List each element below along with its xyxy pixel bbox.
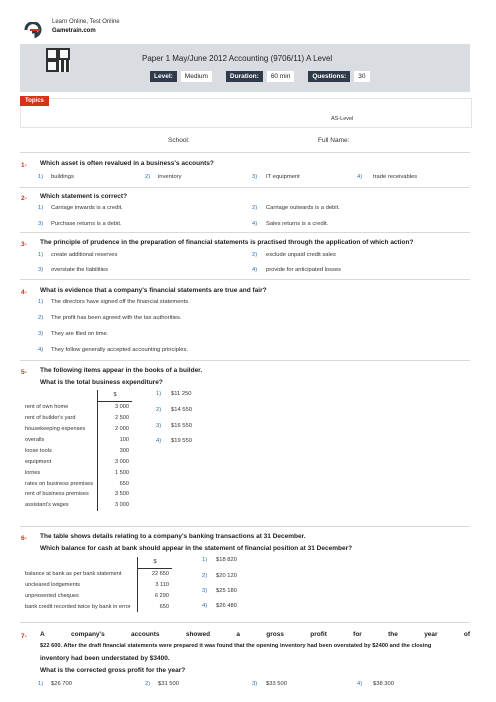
table-cell: 300	[98, 445, 133, 456]
table-cell: 22 650	[138, 568, 173, 579]
word: of	[463, 631, 470, 638]
option-number: 2)	[145, 681, 151, 687]
option-text[interactable]: Carriage inwards is a credit.	[51, 205, 123, 211]
option-text[interactable]: The directors have signed off the financial statements.	[51, 299, 190, 305]
question-number: 1-	[21, 162, 27, 169]
option-text[interactable]: $26 700	[51, 681, 72, 687]
option-number: 3)	[38, 331, 44, 337]
option-text[interactable]: Sales returns is a credit.	[266, 221, 329, 227]
option-number: 2)	[145, 174, 151, 180]
question-text: What is evidence that a company's financial statements are true and fair?	[40, 287, 267, 294]
table-cell: overalls	[25, 437, 45, 443]
option-number: 1)	[202, 557, 208, 563]
option-number: 2)	[252, 252, 258, 258]
question-number: 7-	[21, 633, 27, 640]
question-number: 5-	[21, 369, 27, 376]
topics-label: Topics	[20, 96, 49, 106]
topics-text: AS-Level	[331, 116, 354, 122]
table-cell: 3 500	[98, 489, 133, 500]
option-number: 3)	[202, 588, 208, 594]
option-number: 4)	[202, 603, 208, 609]
table-cell: lorries	[25, 469, 41, 476]
paper-title: Paper 1 May/June 2012 Accounting (9706/11) A Level	[142, 54, 333, 63]
level-value: Medium	[181, 71, 212, 82]
site-tagline: Learn Online, Test Online	[52, 19, 120, 25]
qr-code	[46, 48, 70, 72]
option-text[interactable]: $38 300	[373, 681, 394, 687]
question-text: $22 600. After the draft financial statements were prepared it was found that the opening inventory had been overstated by $2400 and the closing	[40, 643, 432, 649]
name-label: Full Name:	[318, 137, 350, 144]
question-text: The principle of prudence in the preparation of financial statements is practised through the application of which action?	[40, 239, 414, 246]
table-cell: 2 500	[98, 413, 133, 424]
option-number: 3)	[38, 267, 44, 273]
question-text: The table shows details relating to a company's banking transactions at 31 December.	[40, 533, 306, 540]
level-label: Level:	[150, 71, 177, 82]
option-number: 4)	[252, 267, 258, 273]
option-number: 1)	[38, 252, 44, 258]
option-number: 3)	[252, 174, 258, 180]
option-number: 1)	[38, 205, 44, 211]
option-text[interactable]: buildings	[51, 174, 74, 180]
option-text[interactable]: $14 550	[171, 407, 192, 413]
question-text: What is the corrected gross profit for the year?	[40, 667, 186, 674]
questions-value: 30	[354, 71, 369, 82]
table-header: $	[138, 557, 173, 568]
word: the	[388, 631, 398, 638]
table-cell: balance at bank as per bank statement	[25, 571, 122, 578]
data-table	[22, 557, 172, 612]
option-number: 4)	[252, 221, 258, 227]
duration-label: Duration:	[226, 71, 263, 82]
word: profit	[310, 631, 327, 638]
option-text[interactable]: trade receivables	[373, 174, 418, 180]
option-number: 2)	[156, 407, 162, 413]
option-number: 2)	[38, 315, 44, 321]
option-text[interactable]: Carriage outwards is a debit.	[266, 205, 340, 211]
question-text: Which statement is correct?	[40, 193, 128, 200]
option-text[interactable]: overstate the liabilities	[51, 267, 109, 273]
table-cell: equipment	[25, 458, 52, 465]
word: for	[353, 631, 362, 638]
option-text[interactable]: $31 500	[158, 681, 179, 687]
option-number: 1)	[156, 391, 162, 397]
option-text[interactable]: $16 550	[171, 423, 192, 429]
meta-row	[150, 71, 370, 82]
option-text[interactable]: $26 480	[216, 603, 237, 609]
word: A	[40, 631, 45, 638]
option-text[interactable]: $11 250	[171, 391, 192, 397]
option-text[interactable]: $33 500	[266, 681, 287, 687]
table-cell: unpresented cheques	[25, 593, 79, 600]
table-cell: 1 500	[98, 467, 133, 478]
option-number: 3)	[252, 681, 258, 687]
data-table	[22, 390, 132, 511]
option-text[interactable]: They are filed on time.	[51, 331, 109, 337]
table-cell: 3 000	[98, 456, 133, 467]
table-cell: rent of own home	[25, 404, 69, 411]
questions-label: Questions:	[308, 71, 350, 82]
table-cell: 3 110	[138, 580, 173, 591]
duration-value: 60 min	[267, 71, 295, 82]
option-text[interactable]: $25 180	[216, 588, 237, 594]
option-number: 2)	[252, 205, 258, 211]
question-number: 6-	[21, 535, 27, 542]
option-number: 1)	[38, 681, 44, 687]
option-number: 4)	[357, 174, 363, 180]
option-text[interactable]: $18 820	[216, 557, 237, 563]
option-text[interactable]: $19 550	[171, 438, 192, 444]
table-cell: uncleared lodgements	[25, 582, 81, 589]
table-cell: rent of builder's yard	[25, 415, 76, 422]
word: year	[424, 631, 438, 638]
question-text: Which asset is often revalued in a business's accounts?	[40, 160, 214, 167]
question-number: 2-	[21, 195, 27, 202]
question-number: 3-	[21, 241, 27, 248]
table-cell: loose tools	[25, 447, 52, 454]
table-cell: housekeeping expenses	[25, 426, 86, 433]
option-text[interactable]: exclude unpaid credit sales	[266, 252, 336, 258]
option-text[interactable]: inventory	[158, 174, 182, 180]
paper-header	[20, 44, 470, 92]
question-number: 4-	[21, 289, 27, 296]
question-text: The following items appear in the books of a builder.	[40, 367, 203, 374]
option-number: 1)	[38, 299, 44, 305]
question-text: What is the total business expenditure?	[40, 379, 163, 386]
table-cell: assistant's wages	[25, 502, 69, 509]
table-cell: 100	[98, 435, 133, 446]
word: showed	[185, 631, 211, 638]
option-text[interactable]: IT equipment	[266, 174, 300, 180]
site-logo	[24, 22, 42, 38]
table-cell: 3 000	[98, 500, 133, 511]
word: accounts	[131, 631, 160, 638]
option-number: 3)	[38, 221, 44, 227]
table-cell: 6 290	[138, 591, 173, 602]
school-label: School:	[168, 137, 190, 144]
option-text[interactable]: create additional reserves	[51, 252, 118, 258]
word: company's	[71, 631, 105, 638]
word: gross	[266, 631, 284, 638]
option-text[interactable]: provide for anticipated losses	[266, 267, 342, 273]
table-header: $	[98, 390, 133, 401]
table-cell: 650	[138, 602, 173, 613]
option-number: 2)	[202, 573, 208, 579]
question-text	[40, 631, 470, 638]
option-text[interactable]: They follow generally accepted accounting principles.	[51, 347, 188, 353]
word: a	[236, 631, 240, 638]
table-cell: bank credit recorded twice by bank in error	[25, 604, 131, 610]
question-text: inventory had been understated by $3400.	[40, 655, 170, 662]
table-cell: rates on business premises	[25, 480, 94, 487]
option-text[interactable]: Purchase returns is a debit.	[51, 221, 122, 227]
question-text: Which balance for cash at bank should appear in the statement of financial position at 31 December?	[40, 545, 353, 552]
table-cell: 650	[98, 478, 133, 489]
topics-box	[20, 98, 472, 128]
option-number: 4)	[156, 438, 162, 444]
option-number: 4)	[357, 681, 363, 687]
table-cell: rent of business premises	[25, 491, 89, 498]
table-cell: 3 000	[98, 401, 133, 412]
table-cell: 2 000	[98, 424, 133, 435]
option-number: 4)	[38, 347, 44, 353]
option-text[interactable]: $20 120	[216, 573, 237, 579]
option-number: 3)	[156, 423, 162, 429]
option-text[interactable]: The profit has been agreed with the tax authorities.	[51, 315, 182, 321]
site-name: Gametrain.com	[52, 28, 96, 34]
option-number: 1)	[38, 174, 44, 180]
